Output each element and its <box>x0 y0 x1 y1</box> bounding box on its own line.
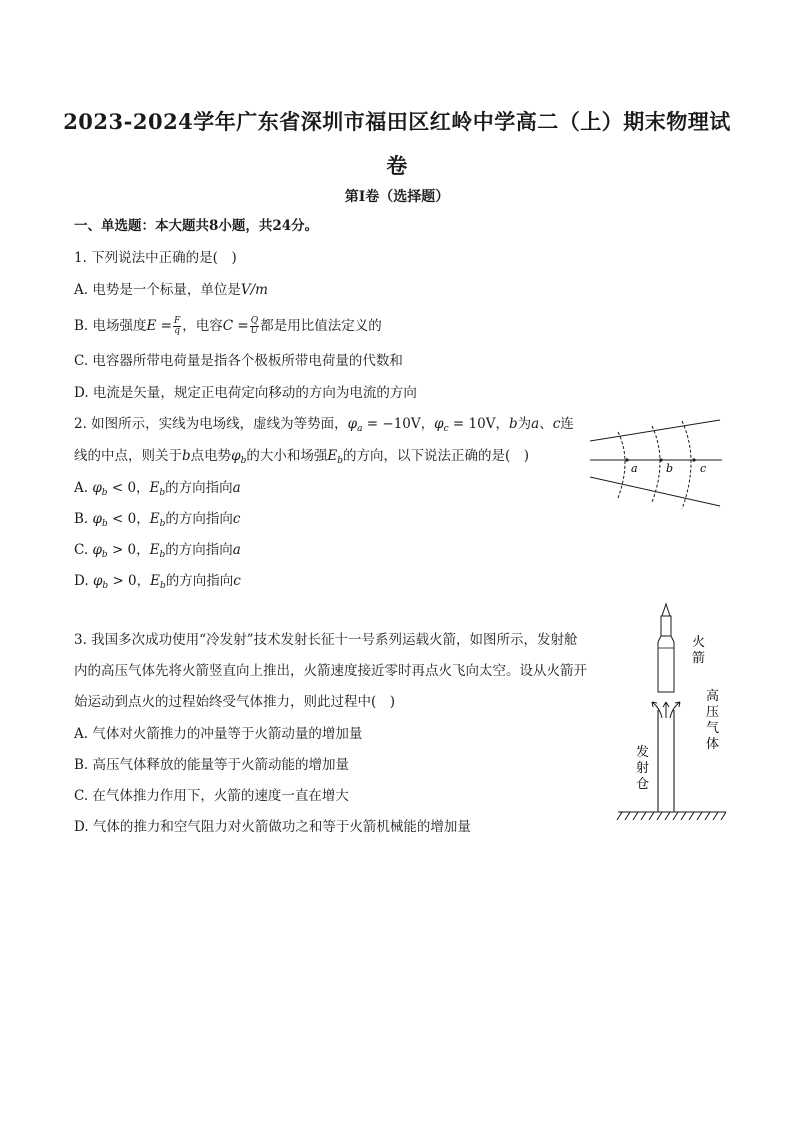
q2-l2-sb2: b <box>337 456 343 466</box>
q2-field-figure <box>588 414 724 514</box>
q2-c-e: E <box>149 542 160 558</box>
exam-title <box>60 100 734 188</box>
q2-c-esub: b <box>159 550 166 560</box>
exam-title-line2: 卷 <box>386 153 408 178</box>
q2-d-phi: φ <box>92 573 103 589</box>
q2-l2-sb: b <box>240 456 247 466</box>
q2-c-phi: φ <box>92 542 102 558</box>
q1-b-frac-fq <box>173 317 181 336</box>
exam-title-line1: 2023-2024学年广东省深圳市福田区红岭中学高二（上）期末物理试 <box>63 109 731 134</box>
q2-b-esub: b <box>159 519 166 529</box>
rocket-label-1: 火 <box>692 635 706 650</box>
q1-option-c: C. 电容器所带电荷量是指各个极板所带电荷量的代数和 <box>74 353 403 369</box>
q2-l1-pre: 2. 如图所示，实线为电场线，虚线为等势面， <box>74 416 348 432</box>
q1-b-frac-qq: Q <box>250 316 259 326</box>
q1-b-frac-u: U <box>250 326 259 336</box>
gas-label-2: 压 <box>706 705 720 720</box>
q2-option-d <box>74 571 241 596</box>
point-c <box>692 458 695 461</box>
gas-label-4: 体 <box>706 737 720 752</box>
launch-chamber <box>658 710 674 812</box>
point-b <box>659 458 662 461</box>
q2-l1-phia: φ <box>347 416 358 432</box>
q2-l2-mid2: 的大小和场强 <box>246 448 328 464</box>
q3-option-d: D. 气体的推力和空气阻力对火箭做功之和等于火箭机械能的增加量 <box>74 819 471 835</box>
q2-option-a <box>74 478 241 503</box>
q2-l1-post: 连 <box>560 416 574 432</box>
q2-l1-subc: c <box>443 424 449 434</box>
q2-option-b <box>74 509 240 534</box>
q2-b-label: B. <box>74 511 89 527</box>
q1-option-b <box>74 316 382 336</box>
q2-b-e: E <box>149 511 160 527</box>
q1-stem: 1. 下列说法中正确的是( ) <box>74 250 237 266</box>
q2-stem-line1 <box>74 414 574 439</box>
q2-l2-mid1: 点电势 <box>190 448 232 464</box>
q2-l2-e: E <box>327 448 338 464</box>
gas-label-1: 高 <box>706 689 720 704</box>
q1-b-frac-f: F <box>173 316 181 326</box>
q2-l1-eqa: = −10V， <box>362 416 435 432</box>
ground <box>617 812 726 820</box>
q2-l1-eqc: = 10V， <box>448 416 509 432</box>
label-c: c <box>700 462 707 475</box>
rocket-icon <box>658 604 674 692</box>
q2-b-target: c <box>232 511 241 527</box>
equipotential-c <box>682 421 691 509</box>
q2-b-phi: φ <box>92 511 102 527</box>
q1-b-pre: B. 电场强度 <box>74 318 147 334</box>
q2-l1-sep: 、 <box>539 416 553 432</box>
point-a <box>625 458 628 461</box>
part-heading: 一、单选题：本大题共8小题，共24分。 <box>74 218 319 234</box>
q1-b-e: E = <box>146 318 172 334</box>
q2-d-target: c <box>233 573 241 589</box>
gas-label-3: 气 <box>706 721 720 736</box>
q1-b-post: 都是用比值法定义的 <box>260 318 382 334</box>
label-a: a <box>631 462 638 475</box>
q3-rocket-figure <box>614 598 730 826</box>
q2-a-phisub: b <box>101 488 108 498</box>
q3-option-b: B. 高压气体释放的能量等于火箭动能的增加量 <box>74 757 350 773</box>
q2-a-label: A. <box>74 480 89 496</box>
gas-arrows <box>652 702 680 718</box>
q1-a-text: A. 电势是一个标量，单位是 <box>74 282 241 298</box>
q2-l2-b: b <box>182 448 191 464</box>
q2-stem-line2 <box>74 446 529 471</box>
q1-b-c: C = <box>222 318 249 334</box>
q2-d-label: D. <box>74 573 89 589</box>
q2-c-sign: > 0， <box>107 542 150 558</box>
q2-l2-pre: 线的中点，则关于 <box>74 448 182 464</box>
q2-option-c <box>74 540 241 565</box>
q2-l2-post: 的方向，以下说法正确的是( ) <box>343 448 530 464</box>
q2-a-target: a <box>232 480 241 496</box>
q2-a-phi: φ <box>92 480 102 496</box>
rocket-label-2: 箭 <box>692 651 706 666</box>
q2-d-esub: b <box>160 581 166 591</box>
q1-a-unit: V/m <box>240 282 268 298</box>
q1-option-d: D. 电流是矢量，规定正电荷定向移动的方向为电流的方向 <box>74 385 417 401</box>
q2-c-dir: 的方向指向 <box>165 542 233 558</box>
q3-option-c: C. 在气体推力作用下，火箭的速度一直在增大 <box>74 788 349 804</box>
q2-l2-phi: φ <box>231 448 241 464</box>
q2-l1-phic: φ <box>434 416 444 432</box>
q2-l1-a2: a <box>531 416 540 432</box>
section-heading: 第I卷（选择题） <box>344 189 450 205</box>
q2-a-e: E <box>149 480 160 496</box>
q2-l1-suba: a <box>357 424 363 434</box>
q3-stem-line3: 始运动到点火的过程始终受气体推力，则此过程中( ) <box>74 694 396 710</box>
q2-a-dir: 的方向指向 <box>165 480 233 496</box>
q2-b-sign: < 0， <box>107 511 150 527</box>
q2-l1-c2: c <box>552 416 561 432</box>
chamber-label-2: 射 <box>636 761 650 776</box>
label-b: b <box>666 462 674 475</box>
q1-b-frac-qu <box>250 317 260 336</box>
q2-c-phisub: b <box>101 550 108 560</box>
q3-stem-line1: 3. 我国多次成功使用“冷发射”技术发射长征十一号系列运载火箭，如图所示，发射舱 <box>74 632 578 648</box>
q2-d-e: E <box>150 573 160 589</box>
q2-b-phisub: b <box>101 519 108 529</box>
field-line-top <box>590 420 720 441</box>
q2-d-phisub: b <box>102 581 109 591</box>
q1-b-frac-q: q <box>174 326 180 336</box>
q1-option-a <box>74 280 268 300</box>
q2-a-esub: b <box>159 488 166 498</box>
q2-c-label: C. <box>74 542 89 558</box>
equipotential-a <box>618 432 625 498</box>
q2-d-sign: > 0， <box>108 573 151 589</box>
chamber-label-1: 发 <box>636 745 650 760</box>
q2-c-target: a <box>232 542 241 558</box>
chamber-label-3: 仓 <box>636 777 650 792</box>
q2-d-dir: 的方向指向 <box>165 573 234 589</box>
q3-option-a: A. 气体对火箭推力的冲量等于火箭动量的增加量 <box>74 726 363 742</box>
q1-b-mid: ，电容 <box>182 318 223 334</box>
q2-b-dir: 的方向指向 <box>165 511 233 527</box>
q2-l1-b: b <box>508 416 518 432</box>
q2-a-sign: < 0， <box>107 480 150 496</box>
q3-stem-line2: 内的高压气体先将火箭竖直向上推出，火箭速度接近零时再点火飞向太空。设从火箭开 <box>74 663 587 679</box>
field-line-bottom <box>590 477 720 506</box>
q2-l1-mid: 为 <box>517 416 532 432</box>
